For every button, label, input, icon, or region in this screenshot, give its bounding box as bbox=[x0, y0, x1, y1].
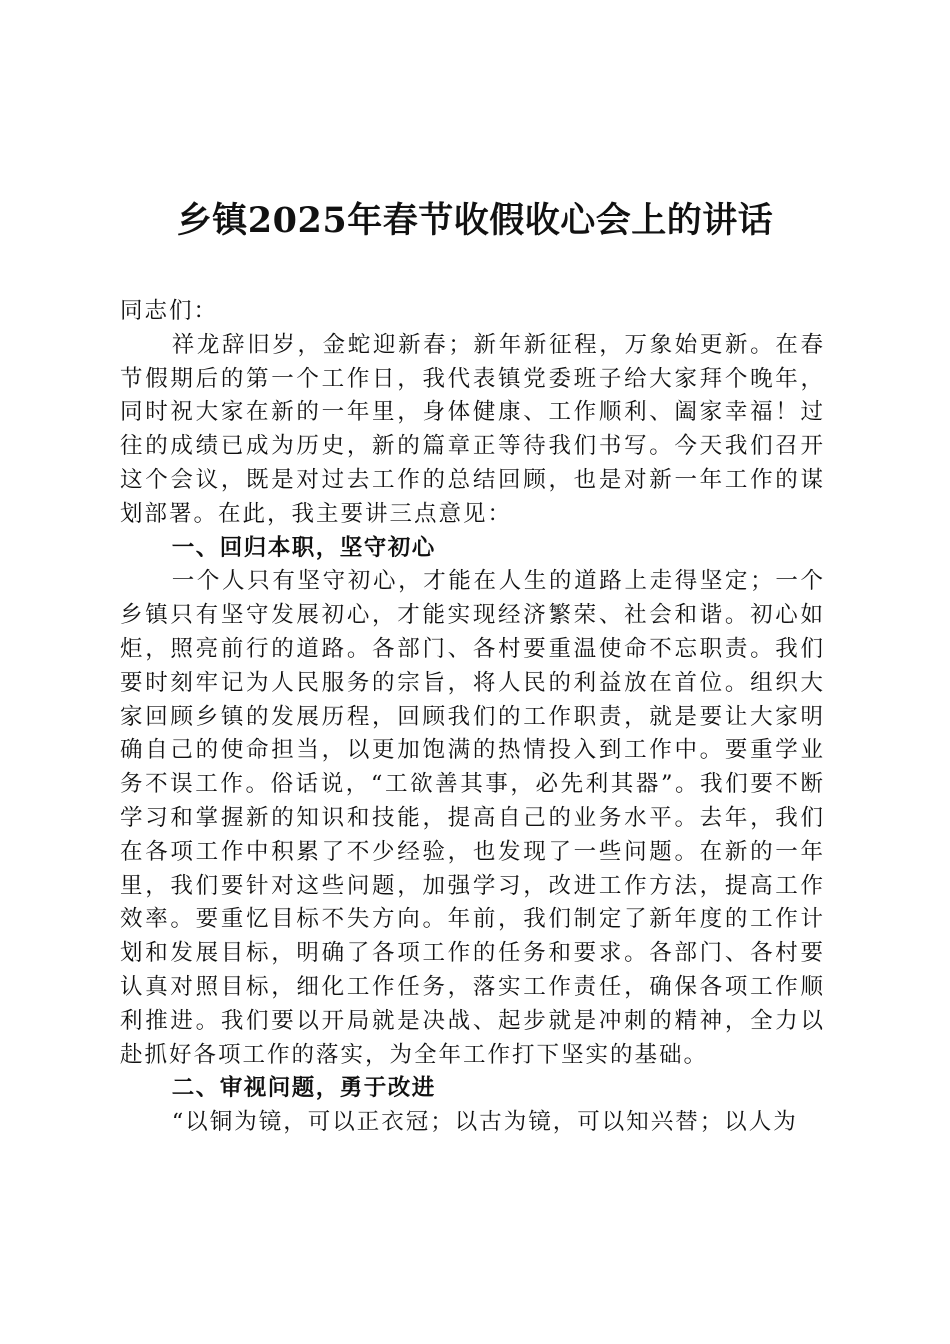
section-paragraph-2: “以铜为镜，可以正衣冠；以古为镜，可以知兴替；以人为 bbox=[171, 1109, 798, 1136]
section-heading-2: 二、审视问题，勇于改进 bbox=[171, 1075, 436, 1102]
section-paragraph-1: 一个人只有坚守初心，才能在人生的道路上走得坚定；一个乡镇只有坚守发展初心，才能实现经济繁荣、社会和谐。初心如炬，照亮前行的道路。各部门、各村要重温使命不忘职责。我们要时刻牢记为人民服务的宗旨，将人民的利益放在首位。组织大家回顾乡镇的发展历程，回顾我们的工作职责，就是要让大家明确自己的使命担当，以更加饱满的热情投入到工作中。要重学业务不误工作。俗话说，“工欲善其事，必先利其器”。我们要不断学习和掌握新的知识和技能，提高自己的业务水平。去年，我们在各项工作中积累了不少经验，也发现了一些问题。在新的一年里，我们要针对这些问题，加强学习，改进工作方法，提高工作效率。要重忆目标不失方向。年前，我们制定了新年度的工作计划和发展目标，明确了各项工作的任务和要求。各部门、各村要认真对照目标，细化工作任务，落实工作责任，确保各项工作顺利推进。我们要以开局就是决战、起步就是冲刺的精神，全力以赴抓好各项工作的落实，为全年工作打下坚实的基础。 bbox=[120, 568, 825, 1068]
document-title: 乡镇2025年春节收假收心会上的讲话 bbox=[176, 200, 774, 241]
speech-body bbox=[120, 295, 825, 1140]
intro-paragraph: 祥龙辞旧岁，金蛇迎新春；新年新征程，万象始更新。在春节假期后的第一个工作日，我代表镇党委班子给大家拜个晚年，同时祝大家在新的一年里，身体健康、工作顺利、阖家幸福！过往的成绩已成为历史，新的篇章正等待我们书写。今天我们召开这个会议，既是对过去工作的总结回顾，也是对新一年工作的谋划部署。在此，我主要讲三点意见： bbox=[120, 331, 825, 527]
section-heading-1: 一、回归本职，坚守初心 bbox=[171, 534, 436, 561]
salutation: 同志们： bbox=[120, 298, 219, 324]
